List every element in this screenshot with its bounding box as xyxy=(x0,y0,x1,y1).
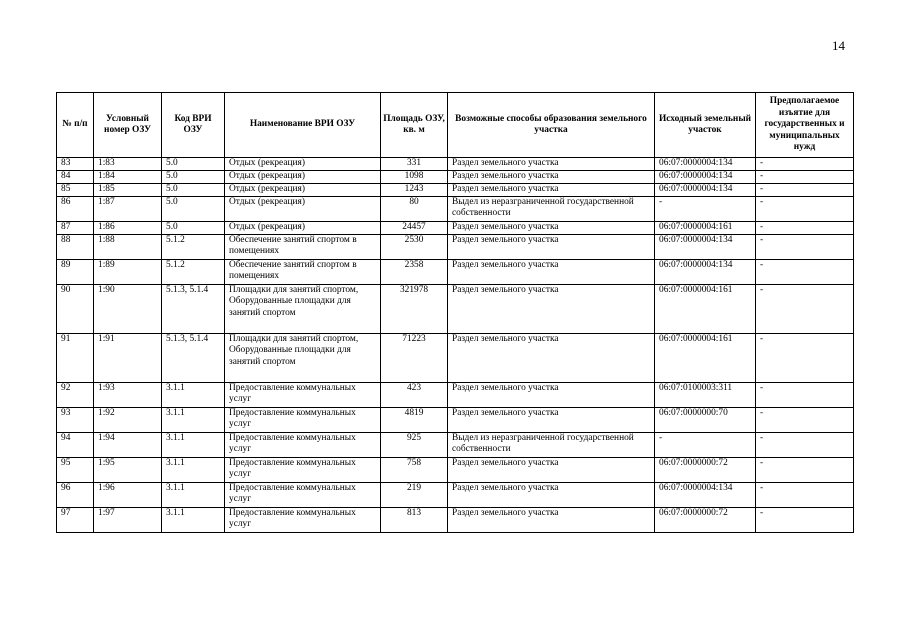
row-vri-name: Отдых (рекреация) xyxy=(225,197,381,222)
table-row xyxy=(57,260,854,285)
row-seizure: - xyxy=(756,408,854,433)
row-vri-name: Предоставление коммунальных услуг xyxy=(225,408,381,433)
row-vri-name: Предоставление коммунальных услуг xyxy=(225,483,381,508)
row-index: 90 xyxy=(57,285,94,334)
row-formation-method: Раздел земельного участка xyxy=(448,184,655,197)
row-area: 80 xyxy=(381,197,448,222)
row-area: 2358 xyxy=(381,260,448,285)
row-formation-method: Раздел земельного участка xyxy=(448,171,655,184)
header-row xyxy=(57,93,854,158)
row-conditional-number: 1:96 xyxy=(94,483,162,508)
row-conditional-number: 1:85 xyxy=(94,184,162,197)
row-source-plot: 06:07:0000004:161 xyxy=(655,285,756,334)
row-vri-code: 5.0 xyxy=(162,158,225,171)
row-source-plot: 06:07:0100003:311 xyxy=(655,383,756,408)
header-area: Площадь ОЗУ, кв. м xyxy=(381,93,448,158)
row-vri-name: Отдых (рекреация) xyxy=(225,222,381,235)
row-vri-code: 5.0 xyxy=(162,197,225,222)
row-conditional-number: 1:92 xyxy=(94,408,162,433)
row-vri-name: Обеспечение занятий спортом в помещениях xyxy=(225,235,381,260)
table-row xyxy=(57,433,854,458)
row-index: 87 xyxy=(57,222,94,235)
row-vri-code: 3.1.1 xyxy=(162,508,225,533)
row-source-plot: 06:07:0000004:161 xyxy=(655,222,756,235)
row-vri-name: Отдых (рекреация) xyxy=(225,171,381,184)
row-area: 2530 xyxy=(381,235,448,260)
row-conditional-number: 1:93 xyxy=(94,383,162,408)
header-index: № п/п xyxy=(57,93,94,158)
row-conditional-number: 1:94 xyxy=(94,433,162,458)
table-row xyxy=(57,285,854,334)
table-row xyxy=(57,197,854,222)
row-vri-name: Обеспечение занятий спортом в помещениях xyxy=(225,260,381,285)
row-area: 1098 xyxy=(381,171,448,184)
row-vri-name: Предоставление коммунальных услуг xyxy=(225,508,381,533)
row-vri-code: 5.1.3, 5.1.4 xyxy=(162,285,225,334)
row-formation-method: Раздел земельного участка xyxy=(448,408,655,433)
row-conditional-number: 1:86 xyxy=(94,222,162,235)
row-index: 94 xyxy=(57,433,94,458)
table-row xyxy=(57,383,854,408)
row-seizure: - xyxy=(756,508,854,533)
row-vri-name: Площадки для занятий спортом, Оборудованные площадки для занятий спортом xyxy=(225,334,381,383)
row-conditional-number: 1:89 xyxy=(94,260,162,285)
table-row xyxy=(57,222,854,235)
row-vri-code: 3.1.1 xyxy=(162,458,225,483)
row-formation-method: Раздел земельного участка xyxy=(448,235,655,260)
row-area: 4819 xyxy=(381,408,448,433)
row-source-plot: 06:07:0000004:134 xyxy=(655,184,756,197)
row-index: 96 xyxy=(57,483,94,508)
row-index: 89 xyxy=(57,260,94,285)
table-row xyxy=(57,508,854,533)
row-index: 83 xyxy=(57,158,94,171)
row-source-plot: 06:07:0000000:72 xyxy=(655,458,756,483)
table-row xyxy=(57,408,854,433)
row-index: 91 xyxy=(57,334,94,383)
row-formation-method: Раздел земельного участка xyxy=(448,483,655,508)
row-source-plot: 06:07:0000004:134 xyxy=(655,171,756,184)
row-vri-name: Площадки для занятий спортом, Оборудованные площадки для занятий спортом xyxy=(225,285,381,334)
row-conditional-number: 1:87 xyxy=(94,197,162,222)
table-row xyxy=(57,483,854,508)
row-source-plot: 06:07:0000000:72 xyxy=(655,508,756,533)
row-vri-code: 3.1.1 xyxy=(162,483,225,508)
header-formation-method: Возможные способы образования земельного участка xyxy=(448,93,655,158)
land-plots-table xyxy=(56,92,854,533)
row-area: 1243 xyxy=(381,184,448,197)
row-area: 813 xyxy=(381,508,448,533)
row-vri-name: Предоставление коммунальных услуг xyxy=(225,433,381,458)
table-row xyxy=(57,171,854,184)
row-vri-code: 3.1.1 xyxy=(162,433,225,458)
row-conditional-number: 1:83 xyxy=(94,158,162,171)
row-index: 93 xyxy=(57,408,94,433)
row-vri-name: Отдых (рекреация) xyxy=(225,158,381,171)
table-row xyxy=(57,158,854,171)
row-vri-code: 3.1.1 xyxy=(162,408,225,433)
row-formation-method: Раздел земельного участка xyxy=(448,222,655,235)
row-seizure: - xyxy=(756,334,854,383)
row-index: 85 xyxy=(57,184,94,197)
row-seizure: - xyxy=(756,285,854,334)
row-area: 331 xyxy=(381,158,448,171)
row-formation-method: Раздел земельного участка xyxy=(448,508,655,533)
row-seizure: - xyxy=(756,433,854,458)
row-source-plot: 06:07:0000004:134 xyxy=(655,483,756,508)
row-area: 321978 xyxy=(381,285,448,334)
row-seizure: - xyxy=(756,383,854,408)
row-index: 92 xyxy=(57,383,94,408)
row-conditional-number: 1:88 xyxy=(94,235,162,260)
row-formation-method: Выдел из неразграниченной государственной собственности xyxy=(448,433,655,458)
row-area: 71223 xyxy=(381,334,448,383)
row-conditional-number: 1:84 xyxy=(94,171,162,184)
row-formation-method: Раздел земельного участка xyxy=(448,285,655,334)
row-area: 758 xyxy=(381,458,448,483)
row-vri-code: 5.0 xyxy=(162,222,225,235)
table-row xyxy=(57,334,854,383)
row-seizure: - xyxy=(756,184,854,197)
row-seizure: - xyxy=(756,222,854,235)
row-area: 24457 xyxy=(381,222,448,235)
row-index: 95 xyxy=(57,458,94,483)
row-formation-method: Выдел из неразграниченной государственной собственности xyxy=(448,197,655,222)
row-seizure: - xyxy=(756,197,854,222)
row-conditional-number: 1:97 xyxy=(94,508,162,533)
header-conditional-number: Условный номер ОЗУ xyxy=(94,93,162,158)
row-vri-code: 5.0 xyxy=(162,171,225,184)
row-area: 925 xyxy=(381,433,448,458)
row-source-plot: - xyxy=(655,197,756,222)
header-source-plot: Исходный земельный участок xyxy=(655,93,756,158)
row-formation-method: Раздел земельного участка xyxy=(448,158,655,171)
page-number: 14 xyxy=(832,38,845,53)
row-seizure: - xyxy=(756,158,854,171)
header-seizure: Предполагаемое изъятие для государственных и муниципальных нужд xyxy=(756,93,854,158)
row-seizure: - xyxy=(756,260,854,285)
row-index: 97 xyxy=(57,508,94,533)
row-formation-method: Раздел земельного участка xyxy=(448,260,655,285)
row-source-plot: - xyxy=(655,433,756,458)
row-seizure: - xyxy=(756,458,854,483)
header-vri-code: Код ВРИ ОЗУ xyxy=(162,93,225,158)
header-vri-name: Наименование ВРИ ОЗУ xyxy=(225,93,381,158)
row-formation-method: Раздел земельного участка xyxy=(448,334,655,383)
row-vri-name: Отдых (рекреация) xyxy=(225,184,381,197)
row-index: 86 xyxy=(57,197,94,222)
table-header xyxy=(57,93,854,158)
row-index: 88 xyxy=(57,235,94,260)
row-vri-code: 5.1.2 xyxy=(162,260,225,285)
row-conditional-number: 1:90 xyxy=(94,285,162,334)
row-formation-method: Раздел земельного участка xyxy=(448,458,655,483)
row-source-plot: 06:07:0000004:134 xyxy=(655,235,756,260)
table-row xyxy=(57,184,854,197)
row-formation-method: Раздел земельного участка xyxy=(448,383,655,408)
row-vri-code: 5.1.3, 5.1.4 xyxy=(162,334,225,383)
row-source-plot: 06:07:0000004:161 xyxy=(655,334,756,383)
row-conditional-number: 1:95 xyxy=(94,458,162,483)
row-vri-code: 5.0 xyxy=(162,184,225,197)
row-source-plot: 06:07:0000004:134 xyxy=(655,260,756,285)
table-body xyxy=(57,158,854,533)
row-index: 84 xyxy=(57,171,94,184)
row-vri-code: 5.1.2 xyxy=(162,235,225,260)
row-source-plot: 06:07:0000004:134 xyxy=(655,158,756,171)
row-seizure: - xyxy=(756,483,854,508)
row-seizure: - xyxy=(756,171,854,184)
row-conditional-number: 1:91 xyxy=(94,334,162,383)
row-seizure: - xyxy=(756,235,854,260)
table-row xyxy=(57,458,854,483)
row-source-plot: 06:07:0000000:70 xyxy=(655,408,756,433)
row-area: 219 xyxy=(381,483,448,508)
row-vri-name: Предоставление коммунальных услуг xyxy=(225,458,381,483)
table-row xyxy=(57,235,854,260)
row-vri-code: 3.1.1 xyxy=(162,383,225,408)
row-area: 423 xyxy=(381,383,448,408)
row-vri-name: Предоставление коммунальных услуг xyxy=(225,383,381,408)
